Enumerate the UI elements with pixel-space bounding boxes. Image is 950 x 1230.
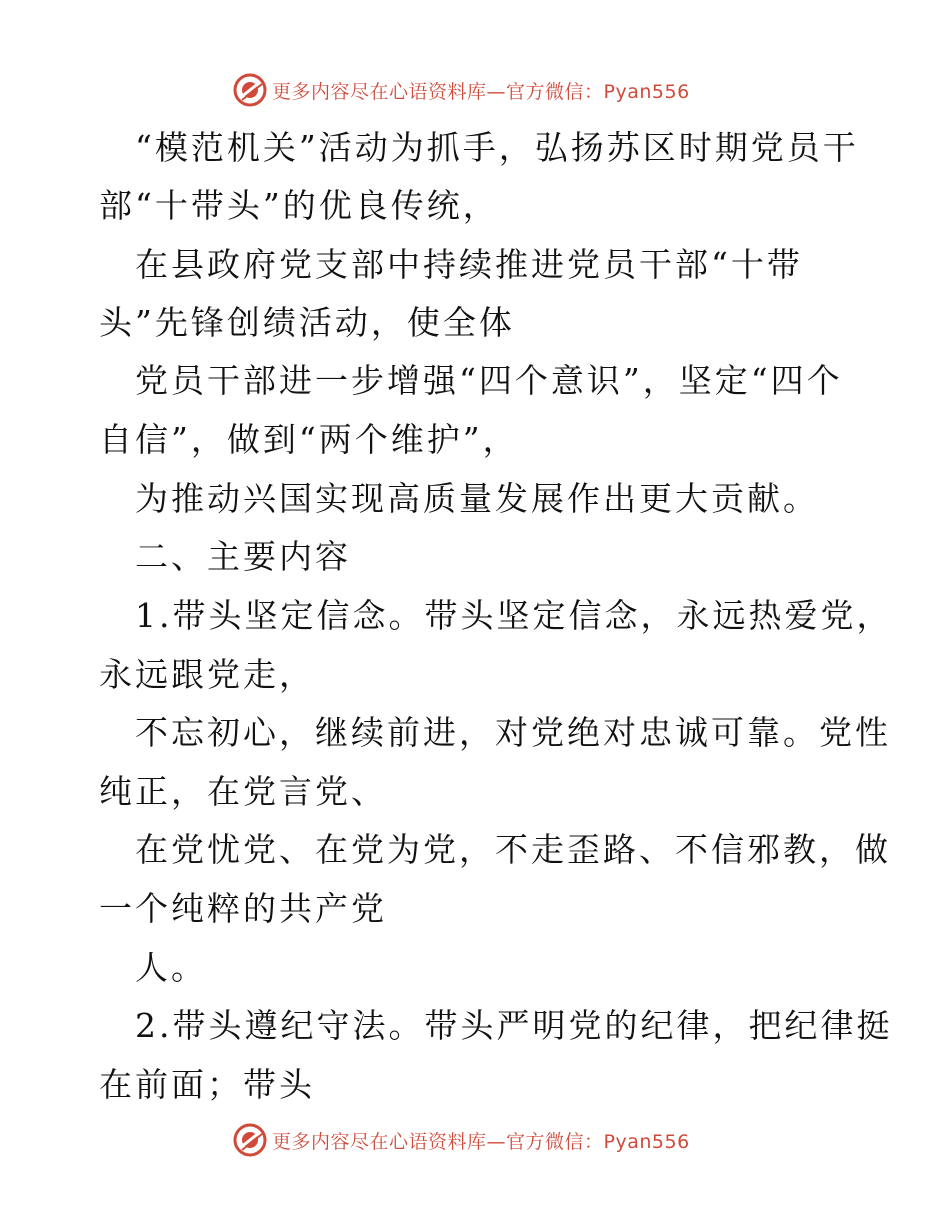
paragraph-line: 1.带头坚定信念。带头坚定信念，永远热爱党， bbox=[135, 596, 893, 635]
paragraph-line: 2.带头遵纪守法。带头严明党的纪律，把纪律挺 bbox=[135, 1006, 893, 1045]
footer-watermark bbox=[232, 1120, 690, 1160]
paragraph-line: 一个纯粹的共产党 bbox=[99, 889, 387, 928]
paragraph-line: 自信”，做到“两个维护”， bbox=[99, 420, 519, 459]
paragraph-line: “模范机关”活动为抓手，弘扬苏区时期党员干 bbox=[135, 128, 859, 167]
paragraph-line: 在前面；带头 bbox=[99, 1065, 315, 1104]
paragraph-line: 纯正，在党言党、 bbox=[99, 772, 387, 811]
paragraph-line: 不忘初心，继续前进，对党绝对忠诚可靠。党性 bbox=[135, 713, 891, 752]
watermark-text: 更多内容尽在心语资料库—官方微信：Pyan556 bbox=[272, 1130, 690, 1153]
paragraph-line: 人。 bbox=[135, 948, 207, 987]
paragraph-line: 为推动兴国实现高质量发展作出更大贡献。 bbox=[135, 479, 819, 518]
paragraph-line: 部“十带头”的优良传统， bbox=[99, 186, 499, 225]
paragraph-line: 在县政府党支部中持续推进党员干部“十带 bbox=[135, 245, 803, 284]
paragraph-line: 永远跟党走， bbox=[99, 655, 315, 694]
watermark-text: 更多内容尽在心语资料库—官方微信：Pyan556 bbox=[272, 80, 690, 103]
paragraph-line: 党员干部进一步增强“四个意识”，坚定“四个 bbox=[135, 361, 843, 400]
seal-logo-icon bbox=[232, 72, 268, 108]
paragraph-line: 在党忧党、在党为党，不走歪路、不信邪教，做 bbox=[135, 830, 891, 869]
header-watermark bbox=[232, 70, 690, 110]
section-heading: 二、主要内容 bbox=[135, 537, 351, 576]
paragraph-line: 头”先锋创绩活动，使全体 bbox=[99, 303, 515, 342]
seal-logo-icon bbox=[232, 1122, 268, 1158]
